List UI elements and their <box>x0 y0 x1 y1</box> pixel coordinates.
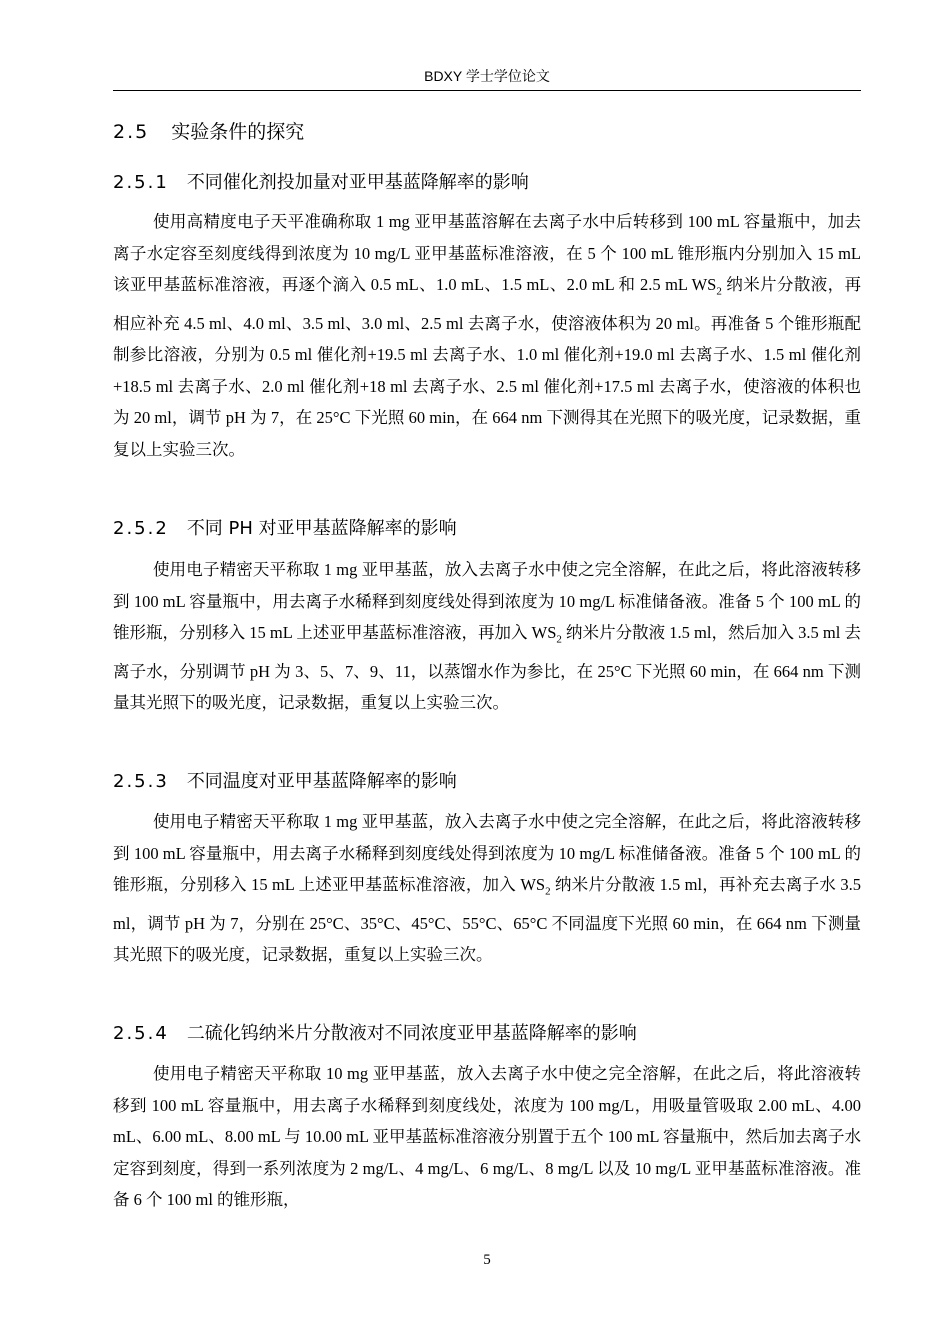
running-header: BDXY 学士学位论文 <box>424 68 550 84</box>
subscript: 2 <box>556 633 562 646</box>
paragraph-text: 使用电子精密天平称取 10 mg 亚甲基蓝，放入去离子水中使之完全溶解，在此之后，将此溶液转移到 100 mL 容量瓶中，用去离子水稀释到刻度线处，浓度为 100 mg/L，用吸量管吸取 2.00 mL、4.00 mL、6.00 mL、8.00 mL 与 10.00 mL 亚甲基蓝标准溶液分别置于五个 100 mL 容量瓶中，然后加去离子水定容到刻度，得到一系列浓度为 2 mg/L、4 mg/L、6 mg/L、8 mg/L 以及 10 mg/L 亚甲基蓝标准溶液。准备 6 个 100 ml 的锥形瓶， <box>113 1064 861 1209</box>
subsection-heading <box>113 516 457 542</box>
paragraph <box>113 554 861 719</box>
subsection-heading <box>113 170 529 196</box>
section-number: 2.5 <box>113 121 150 143</box>
page-number: 5 <box>483 1252 491 1268</box>
subsection-title: 不同 PH 对亚甲基蓝降解率的影响 <box>186 518 457 539</box>
section-title: 实验条件的探究 <box>171 121 305 143</box>
subsection-title: 不同催化剂投加量对亚甲基蓝降解率的影响 <box>186 172 529 193</box>
subsection-number: 2.5.4 <box>113 1023 169 1044</box>
paragraph-text: 纳米片分散液 1.5 ml，再补充去离子水 3.5 ml，调节 pH 为 7，分别在 25°C、35°C、45°C、55°C、65°C 不同温度下光照 60 min，在 664 nm 下测量其光照下的吸光度，记录数据，重复以上实验三次。 <box>113 875 861 965</box>
paragraph-text: 纳米片分散液 1.5 ml，然后加入 3.5 ml 去离子水，分别调节 pH 为 3、5、7、9、11，以蒸馏水作为参比，在 25°C 下光照 60 min，在 664 nm 下测量其光照下的吸光度，记录数据，重复以上实验三次。 <box>113 623 861 713</box>
paragraph <box>113 1058 861 1216</box>
subsection-number: 2.5.3 <box>113 771 169 792</box>
paragraph-text: 使用电子精密天平称取 1 mg 亚甲基蓝，放入去离子水中使之完全溶解，在此之后，将此溶液转移到 100 mL 容量瓶中，用去离子水稀释到刻度线处得到浓度为 10 mg/L 标准储备液。准备 5 个 100 mL 的锥形瓶，分别移入 15 mL 上述亚甲基蓝标准溶液，再加入 WS <box>113 560 861 642</box>
subscript: 2 <box>545 885 551 898</box>
paragraph <box>113 806 861 971</box>
paragraph-text: 使用电子精密天平称取 1 mg 亚甲基蓝，放入去离子水中使之完全溶解，在此之后，将此溶液转移到 100 mL 容量瓶中，用去离子水稀释到刻度线处得到浓度为 10 mg/L 标准储备液。准备 5 个 100 mL 的锥形瓶，分别移入 15 mL 上述亚甲基蓝标准溶液，加入 WS <box>113 812 861 894</box>
subscript: 2 <box>716 285 722 298</box>
paragraph <box>113 206 861 465</box>
subsection-number: 2.5.1 <box>113 172 169 193</box>
paragraph-text: 纳米片分散液，再相应补充 4.5 ml、4.0 ml、3.5 ml、3.0 ml、2.5 ml 去离子水，使溶液体积为 20 ml。再准备 5 个锥形瓶配制参比溶液，分别为 0.5 ml 催化剂+19.5 ml 去离子水、1.0 ml 催化剂+19.0 ml 去离子水、1.5 ml 催化剂+18.5 ml 去离子水、2.0 ml 催化剂+18 ml 去离子水、2.5 ml 催化剂+17.5 ml 去离子水，使溶液的体积也为 20 ml，调节 pH 为 7，在 25°C 下光照 60 min，在 664 nm 下测得其在光照下的吸光度，记录数据，重复以上实验三次。 <box>113 275 862 459</box>
subsection-number: 2.5.2 <box>113 518 169 539</box>
header-rule <box>113 90 861 91</box>
subsection-title: 不同温度对亚甲基蓝降解率的影响 <box>186 771 457 792</box>
subsection-heading <box>113 769 457 795</box>
paragraph-text: 使用高精度电子天平准确称取 1 mg 亚甲基蓝溶解在去离子水中后转移到 100 mL 容量瓶中，加去离子水定容至刻度线得到浓度为 10 mg/L 亚甲基蓝标准溶液，在 5 个 100 mL 锥形瓶内分别加入 15 mL 该亚甲基蓝标准溶液，再逐个滴入 0.5 mL、1.0 mL、1.5 mL、2.0 mL 和 2.5 mL WS <box>113 212 861 294</box>
subsection-heading <box>113 1021 637 1047</box>
section-heading <box>113 119 304 145</box>
subsection-title: 二硫化钨纳米片分散液对不同浓度亚甲基蓝降解率的影响 <box>186 1023 637 1044</box>
